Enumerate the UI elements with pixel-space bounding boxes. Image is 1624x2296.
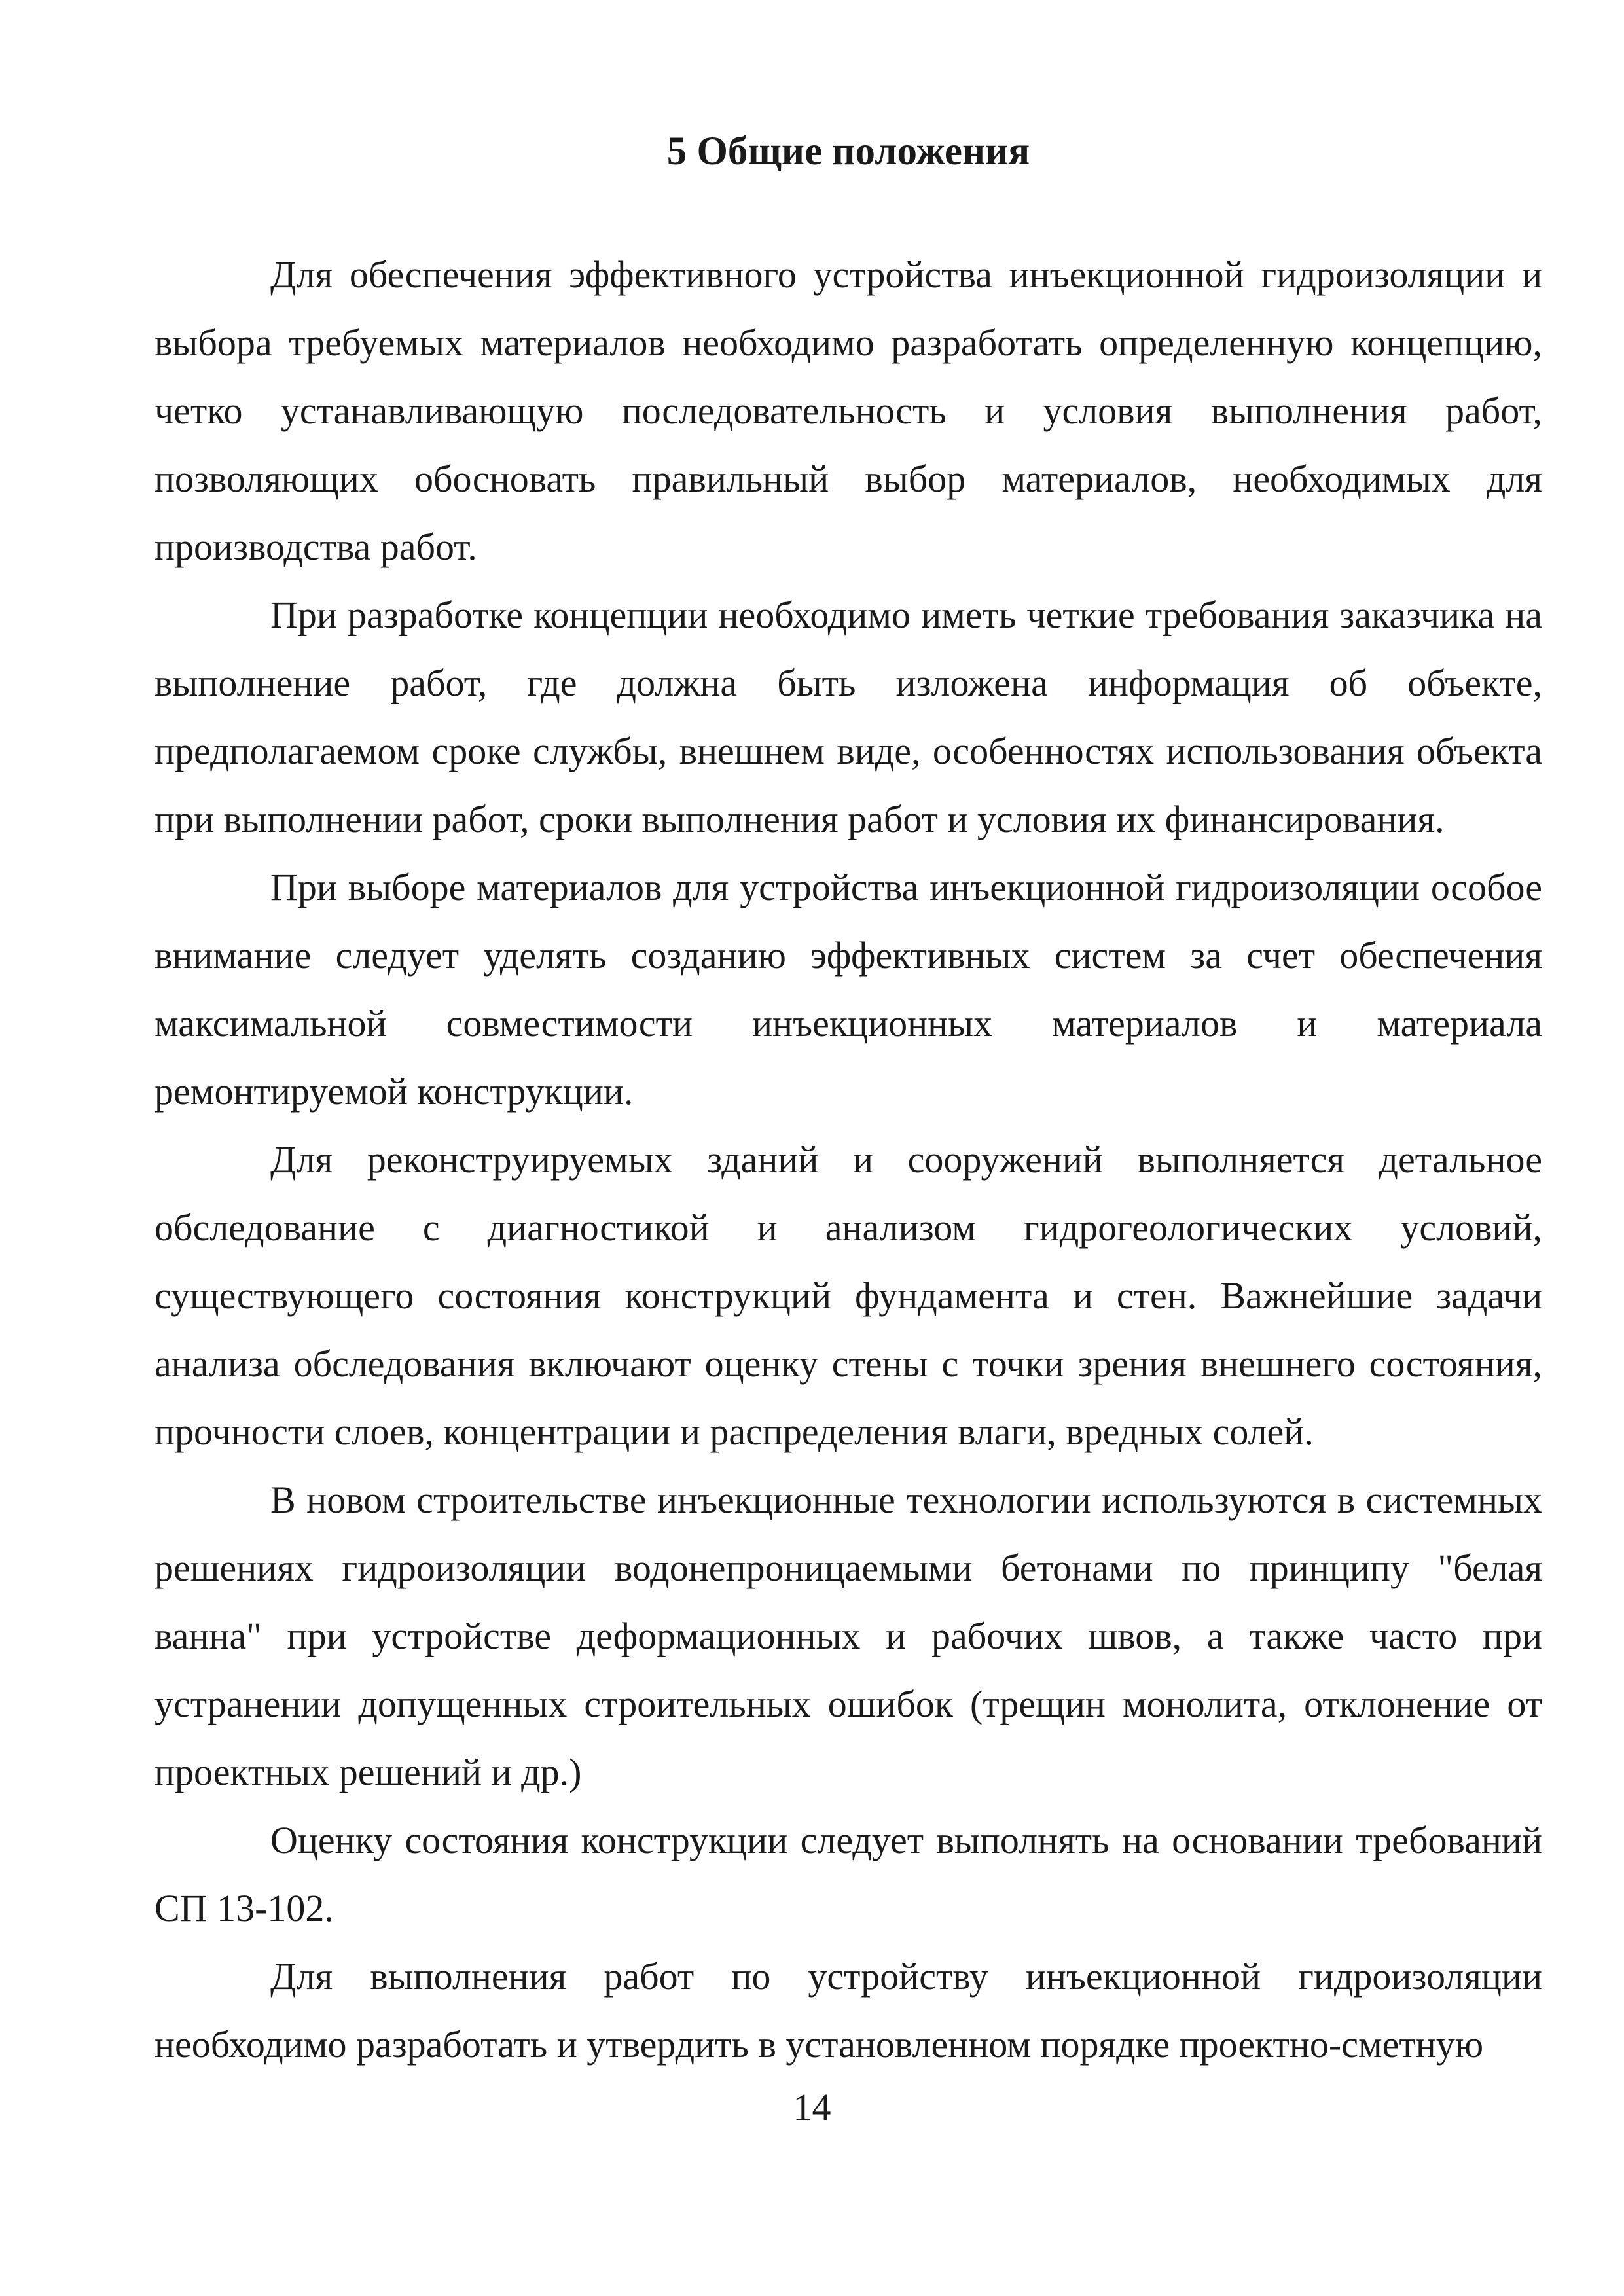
paragraph: Для обеспечения эффективного устройства инъекционной гидроизоляции и выбора требуемых материалов необходимо разработать определенную концепцию, четко устанавливающую последовательность и условия выполнения работ, позволяющих обосновать правильный выбор материалов, необходимых для производства работ. (154, 253, 1542, 568)
paragraph: При разработке концепции необходимо иметь четкие требования заказчика на выполнение работ, где должна быть изложена информация об объекте, предполагаемом сроке службы, внешнем виде, особенностях использования объекта при выполнении работ, сроки выполнения работ и условия их финансирования. (154, 594, 1542, 840)
paragraph: Оценку состояния конструкции следует выполнять на основании требований СП 13-102. (154, 1819, 1542, 1929)
paragraph: Для реконструируемых зданий и сооружений выполняется детальное обследование с диагностикой и анализом гидрогеологических условий, существующего состояния конструкций фундамента и стен. Важнейшие задачи анализа обследования включают оценку стены с точки зрения внешнего состояния, прочности слоев, концентрации и распределения влаги, вредных солей. (154, 1138, 1542, 1453)
section-heading: 5 Общие положения (666, 130, 1030, 173)
page-number: 14 (793, 2086, 831, 2128)
paragraph: В новом строительстве инъекционные технологии используются в системных решениях гидроизоляции водонепроницаемыми бетонами по принципу "белая ванна" при устройстве деформационных и рабочих швов, а также часто при устранении допущенных строительных ошибок (трещин монолита, отклонение от проектных решений и др.) (154, 1479, 1542, 1793)
paragraph: При выборе материалов для устройства инъекционной гидроизоляции особое внимание следует уделять созданию эффективных систем за счет обеспечения максимальной совместимости инъекционных материалов и материала ремонтируемой конструкции. (154, 866, 1542, 1113)
paragraph: Для выполнения работ по устройству инъекционной гидроизоляции необходимо разработать и утвердить в установленном порядке проектно-сметную (154, 1955, 1542, 2066)
body-text (154, 241, 1542, 2079)
